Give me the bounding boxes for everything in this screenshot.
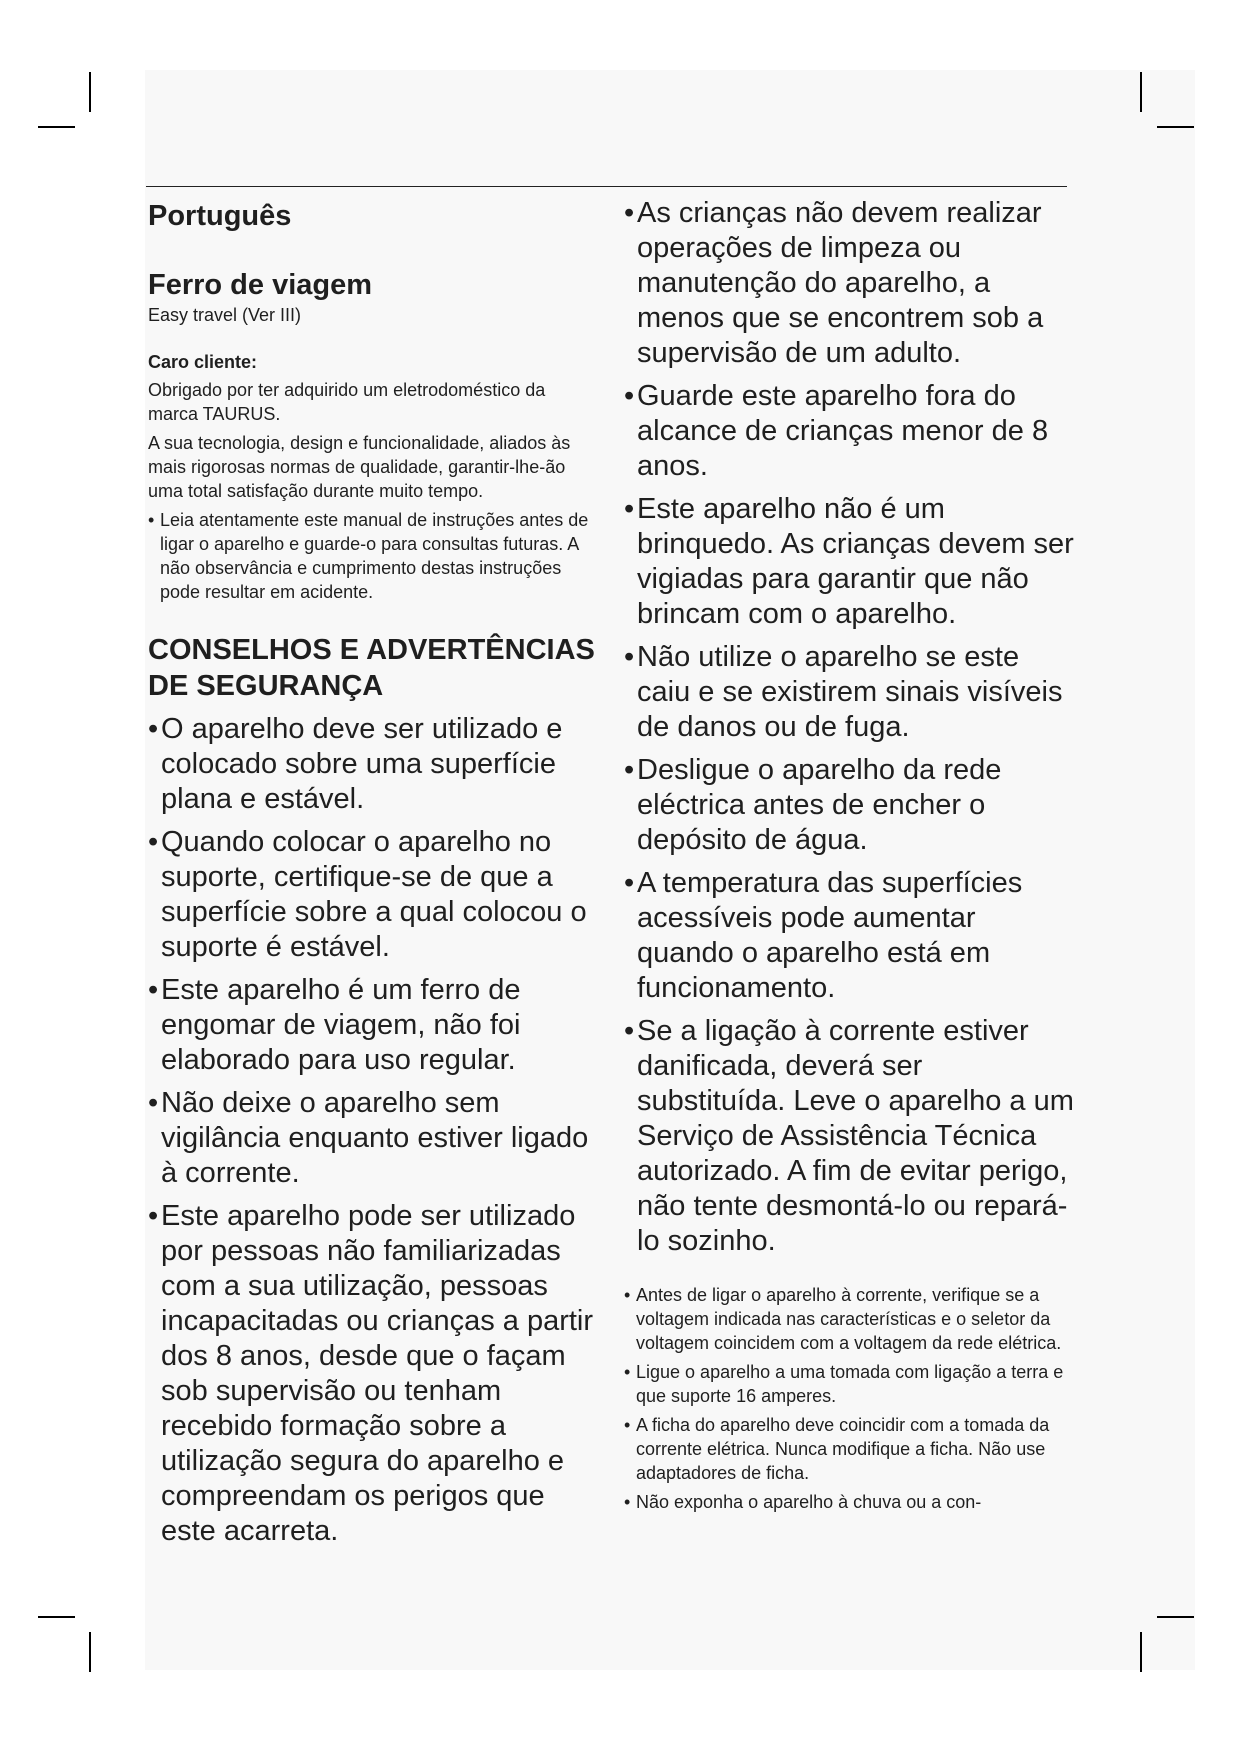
safety-item: • Não deixe o aparelho sem vigilância enquanto estiver ligado à corrente. [148, 1086, 598, 1191]
safety-item: • Se a ligação à corrente estiver danificada, deverá ser substituída. Leve o aparelho a um Serviço de Assistência Técnica autorizado. A fim de evitar perigo, não tente desmontá-lo ou repará-lo sozinho. [624, 1014, 1076, 1259]
right-column [624, 196, 1076, 1519]
intro-bullet-list [148, 508, 598, 604]
intro-bullet: • Leia atentamente este manual de instruções antes de ligar o aparelho e guarde-o para consultas futuras. A não observância e cumprimento destas instruções pode resultar em acidente. [148, 508, 598, 604]
electrical-safety-list [624, 1283, 1076, 1514]
safety-item: • Não utilize o aparelho se este caiu e se existirem sinais visíveis de danos ou de fuga. [624, 640, 1076, 745]
safety-item: • Desligue o aparelho da rede eléctrica antes de encher o depósito de água. [624, 753, 1076, 858]
crop-mark-bottom-left-vertical [89, 1632, 91, 1672]
safety-item: • As crianças não devem realizar operações de limpeza ou manutenção do aparelho, a menos que se encontrem sob a supervisão de um adulto. [624, 196, 1076, 371]
intro-paragraph: Obrigado por ter adquirido um eletrodoméstico da marca TAURUS. [148, 380, 546, 424]
electrical-safety-item: • Ligue o aparelho a uma tomada com ligação a terra e que suporte 16 amperes. [624, 1360, 1076, 1408]
crop-mark-top-left-horizontal [38, 126, 75, 128]
electrical-safety-item: • A ficha do aparelho deve coincidir com a tomada da corrente elétrica. Nunca modifique a ficha. Não use adaptadores de ficha. [624, 1413, 1076, 1485]
safety-list-right [624, 196, 1076, 1259]
safety-item: • A temperatura das superfícies acessíveis pode aumentar quando o aparelho está em funcionamento. [624, 866, 1076, 1006]
greeting: Caro cliente: [148, 352, 258, 372]
safety-item: • O aparelho deve ser utilizado e colocado sobre uma superfície plana e estável. [148, 712, 598, 817]
electrical-safety-item: • Antes de ligar o aparelho à corrente, verifique se a voltagem indicada nas características e o seletor da voltagem coincidem com a voltagem da rede elétrica. [624, 1283, 1076, 1355]
crop-mark-bottom-left-horizontal [38, 1616, 75, 1618]
safety-list-left [148, 712, 598, 1549]
crop-mark-top-left-vertical [89, 72, 91, 112]
safety-item: • Quando colocar o aparelho no suporte, certifique-se de que a superfície sobre a qual colocou o suporte é estável. [148, 825, 598, 965]
crop-mark-top-right-vertical [1140, 72, 1142, 112]
safety-item: • Este aparelho pode ser utilizado por pessoas não familiarizadas com a sua utilização, pessoas incapacitadas ou crianças a partir dos 8 anos, desde que o façam sob supervisão ou tenham recebido formação sobre a utilização segura do aparelho e compreendam os perigos que este acarreta. [148, 1199, 598, 1549]
crop-mark-top-right-horizontal [1157, 126, 1194, 128]
safety-item: • Este aparelho não é um brinquedo. As crianças devem ser vigiadas para garantir que não brincam com o aparelho. [624, 492, 1076, 632]
product-subtitle: Easy travel (Ver III) [148, 305, 302, 325]
crop-mark-bottom-right-horizontal [1157, 1616, 1194, 1618]
safety-item: • Este aparelho é um ferro de engomar de viagem, não foi elaborado para uso regular. [148, 973, 598, 1078]
left-column [148, 196, 598, 1557]
header-rule [146, 186, 1067, 187]
safety-section-title: CONSELHOS E ADVERTÊNCIAS DE SEGURANÇA [148, 634, 595, 702]
language-heading: Português [148, 200, 292, 232]
electrical-safety-item: • Não exponha o aparelho à chuva ou a con- [624, 1490, 1076, 1514]
crop-mark-bottom-right-vertical [1140, 1632, 1142, 1672]
product-title: Ferro de viagem [148, 269, 373, 301]
safety-item: • Guarde este aparelho fora do alcance de crianças menor de 8 anos. [624, 379, 1076, 484]
intro-paragraph: A sua tecnologia, design e funcionalidade, aliados às mais rigorosas normas de qualidade, garantir-lhe-ão uma total satisfação durante muito tempo. [148, 433, 571, 501]
